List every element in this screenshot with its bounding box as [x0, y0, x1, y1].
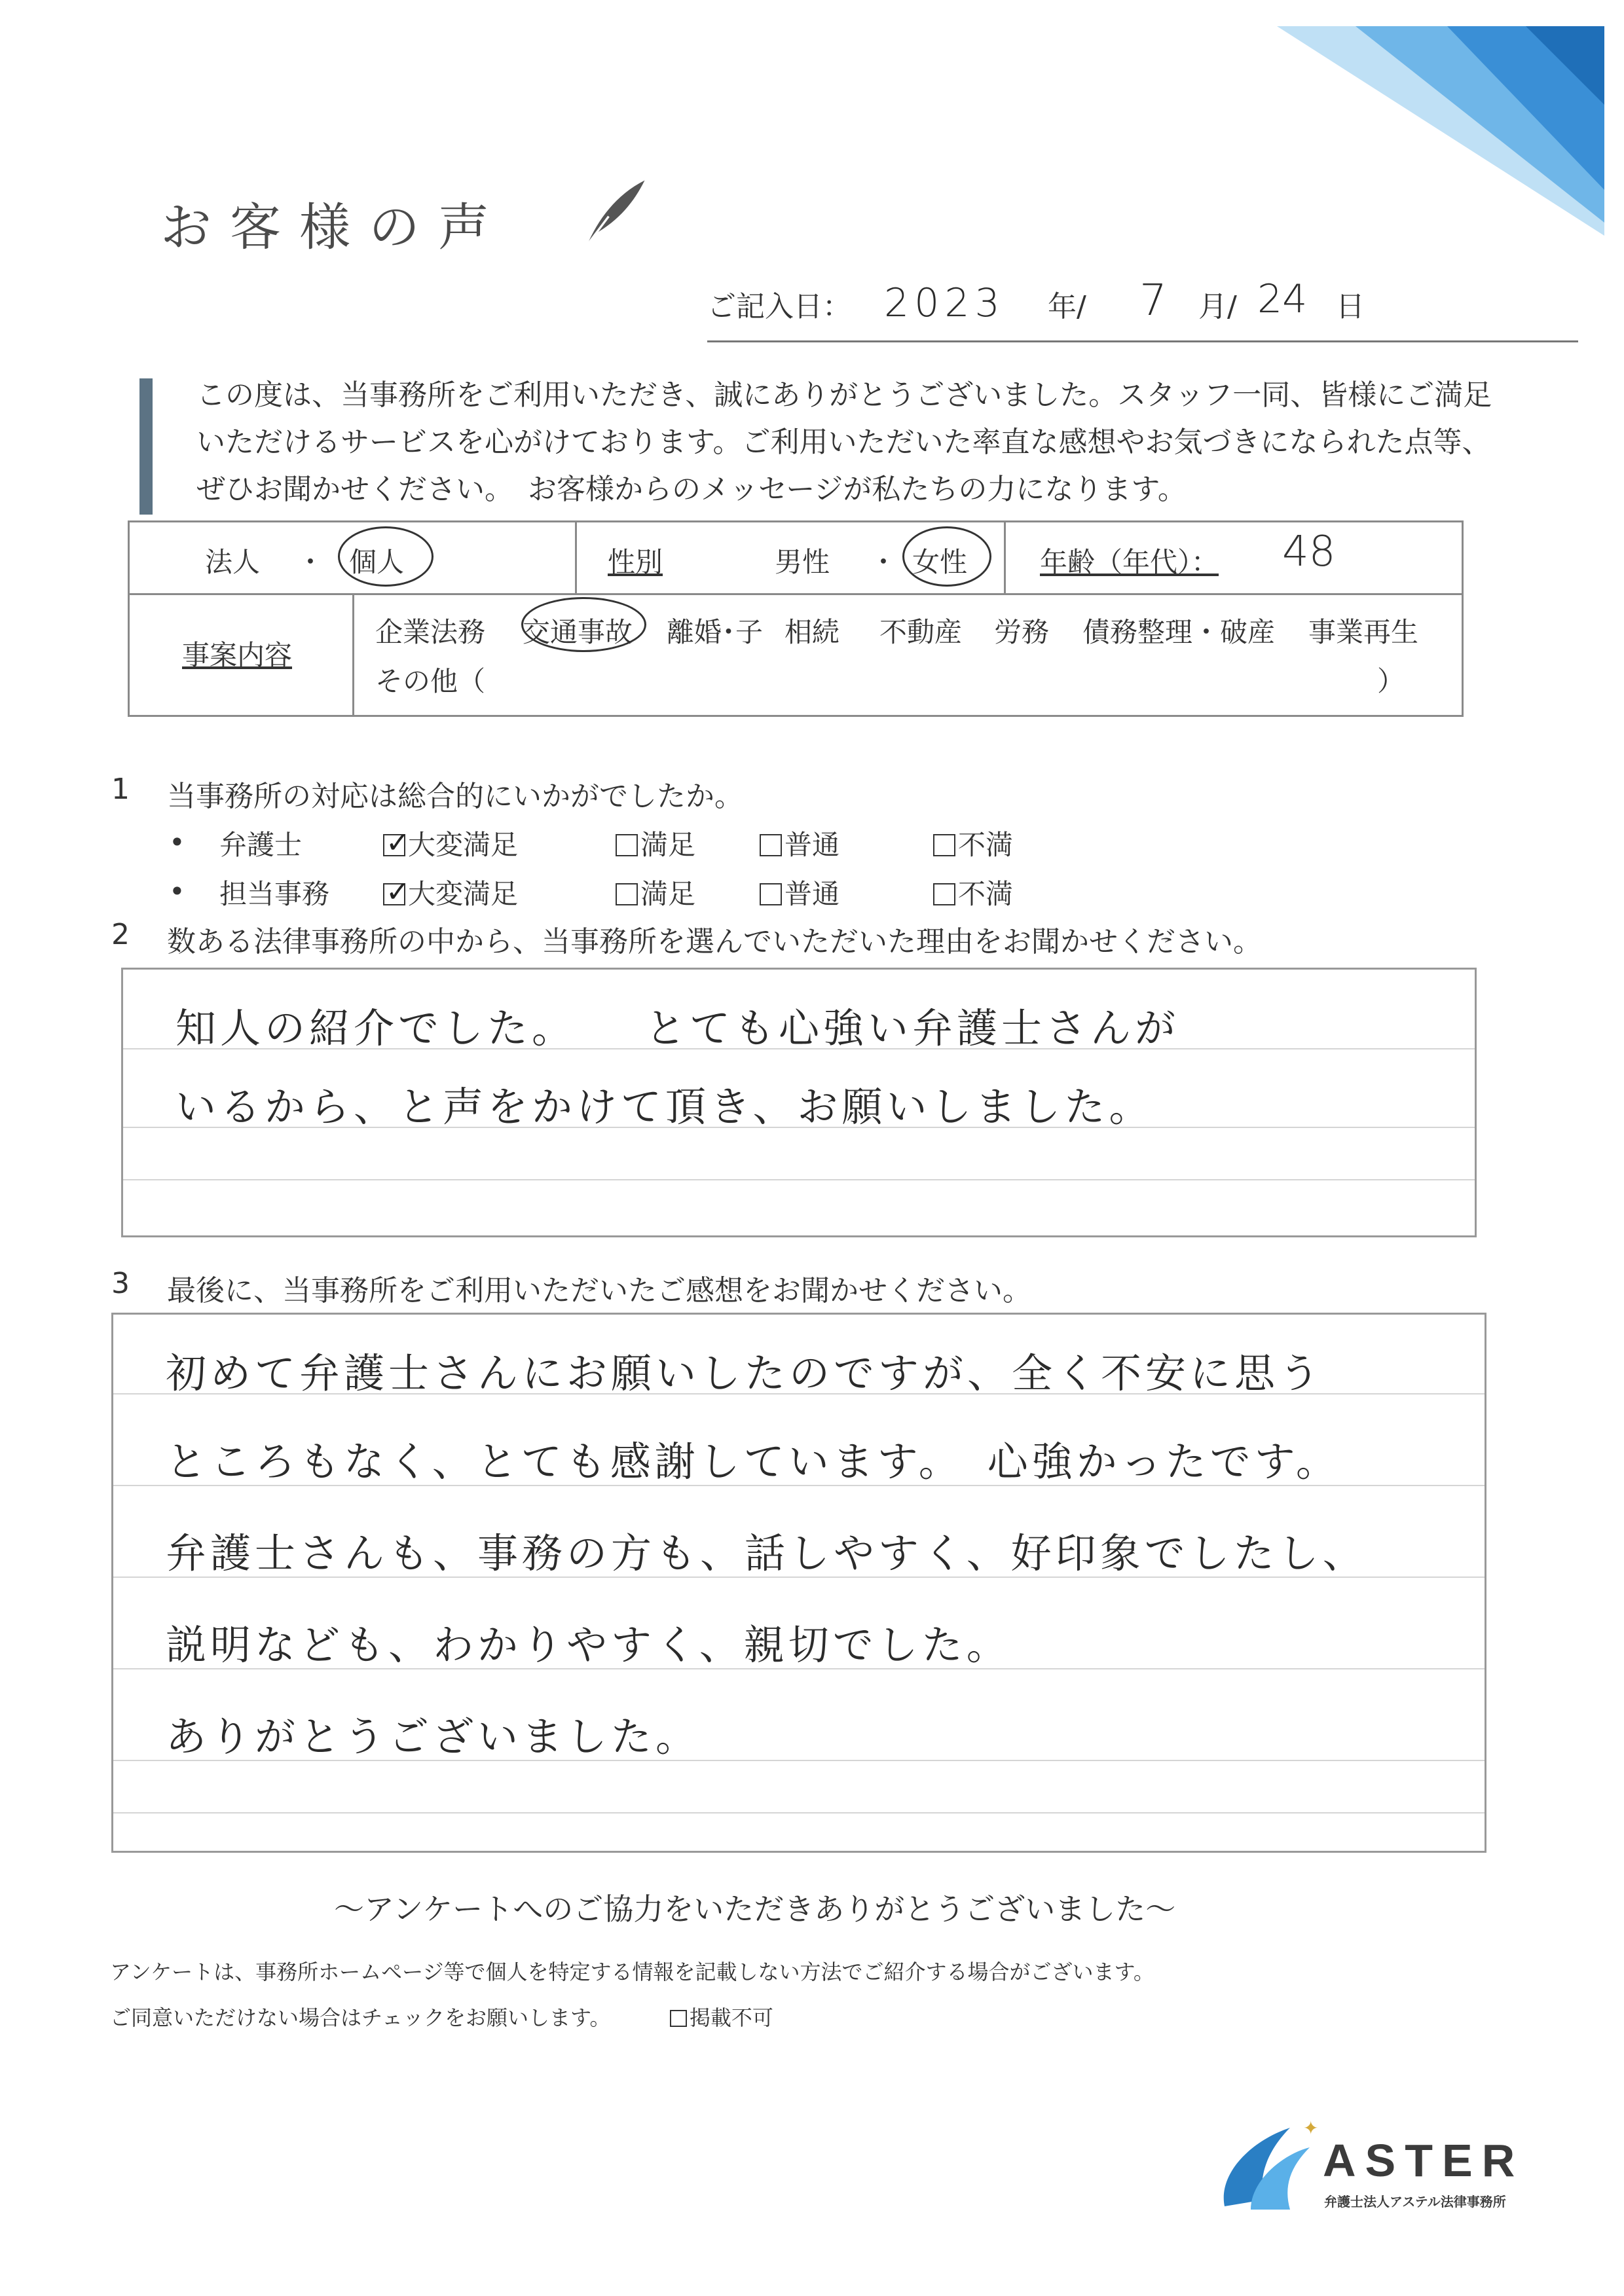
case-label: 事案内容 [182, 639, 293, 671]
option-label: 普通 [784, 829, 840, 861]
q2-number: 2 [111, 918, 130, 951]
q1-text: 当事務所の対応は総合的にいかがでしたか。 [167, 780, 743, 813]
separator: ・ [870, 546, 898, 578]
publication-note: アンケートは、事務所ホームページ等で個人を特定する情報を記載しない方法でご紹介する場合がございます。 [110, 1959, 1154, 1984]
age-label: 年齢（年代）： [1040, 546, 1219, 578]
bullet: • [169, 875, 185, 907]
selection-circle [338, 526, 434, 587]
answer-line: 初めて弁護士さんにお願いしたのですが、全く不安に思う [166, 1349, 1324, 1397]
intro-accent-bar [139, 378, 153, 515]
day-unit: 日 [1336, 290, 1365, 323]
no-publish-checkbox[interactable] [670, 2010, 687, 2027]
q1-row-label: 弁護士 [219, 829, 303, 861]
answer-line: ところもなく、とても感謝しています。 心強かったです。 [166, 1438, 1340, 1485]
checkbox[interactable]: ✓ [383, 883, 405, 905]
q2-answer-box[interactable] [121, 968, 1477, 1237]
male-option: 男性 [775, 546, 830, 578]
option-label: 満足 [640, 878, 696, 910]
checkbox-option[interactable] [616, 824, 695, 863]
female-option: 女性 [912, 546, 968, 578]
checkbox[interactable] [760, 834, 782, 856]
option-label: 満足 [640, 829, 696, 861]
separator: ・ [297, 546, 325, 578]
case-type: 交通事故 [523, 616, 633, 648]
checkbox[interactable] [760, 883, 782, 905]
q3-answer-box[interactable] [111, 1313, 1486, 1853]
answer-line: いるから、と声をかけて頂き、お願いしました。 [175, 1083, 1154, 1131]
option-label: 不満 [958, 878, 1014, 910]
consent-note [110, 2001, 773, 2032]
selection-circle [521, 597, 646, 652]
checkbox-option[interactable] [616, 873, 695, 912]
date-year: 2023 [884, 280, 1005, 326]
quill-icon [576, 177, 648, 249]
q2-text: 数ある法律事務所の中から、当事務所を選んでいただいた理由をお聞かせください。 [167, 925, 1262, 958]
intro-text [196, 372, 1519, 513]
checkbox-option[interactable] [760, 873, 840, 912]
answer-line: ありがとうございました。 [166, 1713, 701, 1760]
checkbox-option[interactable] [933, 824, 1013, 863]
option-label: 普通 [784, 878, 840, 910]
answer-line: 弁護士さんも、事務の方も、話しやすく、好印象でしたし、 [166, 1529, 1367, 1577]
checkbox-option[interactable] [760, 824, 840, 863]
checkbox[interactable] [616, 834, 638, 856]
corporate-option: 法人 [205, 546, 261, 578]
svg-text:✦: ✦ [1303, 2117, 1319, 2139]
intro-line: ぜひお聞かせください。 お客様からのメッセージが私たちの力になります。 [196, 473, 1187, 506]
corner-decoration [1277, 26, 1604, 236]
intro-line: いただけるサービスを心がけております。ご利用いただいた率直な感想やお気づきになられた点等、 [196, 426, 1491, 459]
checkbox-option[interactable] [933, 873, 1013, 912]
page-title: お客様の声 [160, 198, 508, 257]
case-type: 相続 [784, 616, 840, 648]
gender-label: 性別 [608, 546, 663, 578]
date-month: 7 [1139, 275, 1167, 325]
q1-row-label: 担当事務 [219, 878, 330, 910]
checkbox[interactable] [933, 834, 955, 856]
answer-line: 知人の紹介でした。 とても心強い弁護士さんが [175, 1004, 1180, 1052]
consent-text: ご同意いただけない場合はチェックをお願いします。 [110, 2005, 611, 2030]
checkbox[interactable]: ✓ [383, 834, 405, 856]
other-label: その他（ [375, 665, 486, 697]
logo-name: ASTER [1323, 2135, 1524, 2186]
case-type: 不動産 [879, 616, 963, 648]
case-type: 離婚･子 [667, 616, 764, 648]
case-type: 労務 [994, 616, 1050, 648]
checkbox-option[interactable] [383, 873, 518, 912]
date-day: 24 [1257, 276, 1308, 322]
q3-number: 3 [111, 1267, 130, 1300]
option-label: 不満 [958, 829, 1014, 861]
thanks-message: ～アンケートへのご協力をいただきありがとうございました～ [334, 1891, 1176, 1927]
answer-line: 説明なども、わかりやすく、親切でした。 [166, 1621, 1011, 1669]
date-label: ご記入日： [707, 290, 851, 323]
profile-table [128, 520, 1464, 717]
case-type: 企業法務 [375, 616, 486, 648]
date-row [707, 275, 1578, 342]
case-type: 事業再生 [1308, 616, 1419, 648]
checkbox-option[interactable] [383, 824, 518, 863]
q1-number: 1 [111, 773, 130, 806]
logo-subtitle: 弁護士法人アステル法律事務所 [1324, 2194, 1506, 2210]
year-unit: 年/ [1048, 290, 1086, 323]
q3-text: 最後に、当事務所をご利用いただいたご感想をお聞かせください。 [167, 1274, 1031, 1307]
age-value: 48 [1282, 528, 1336, 576]
individual-option: 個人 [349, 546, 405, 578]
selection-circle [902, 526, 991, 587]
option-label: 大変満足 [408, 829, 519, 861]
case-type: 債務整理・破産 [1082, 616, 1276, 648]
other-close: ） [1377, 665, 1405, 697]
bullet: • [169, 826, 185, 858]
month-unit: 月/ [1198, 290, 1237, 323]
intro-line: この度は、当事務所をご利用いただき、誠にありがとうございました。スタッフ一同、皆様にご満足 [196, 378, 1492, 412]
no-publish-label: 掲載不可 [689, 2005, 773, 2030]
checkbox[interactable] [933, 883, 955, 905]
checkbox[interactable] [616, 883, 638, 905]
option-label: 大変満足 [408, 878, 519, 910]
